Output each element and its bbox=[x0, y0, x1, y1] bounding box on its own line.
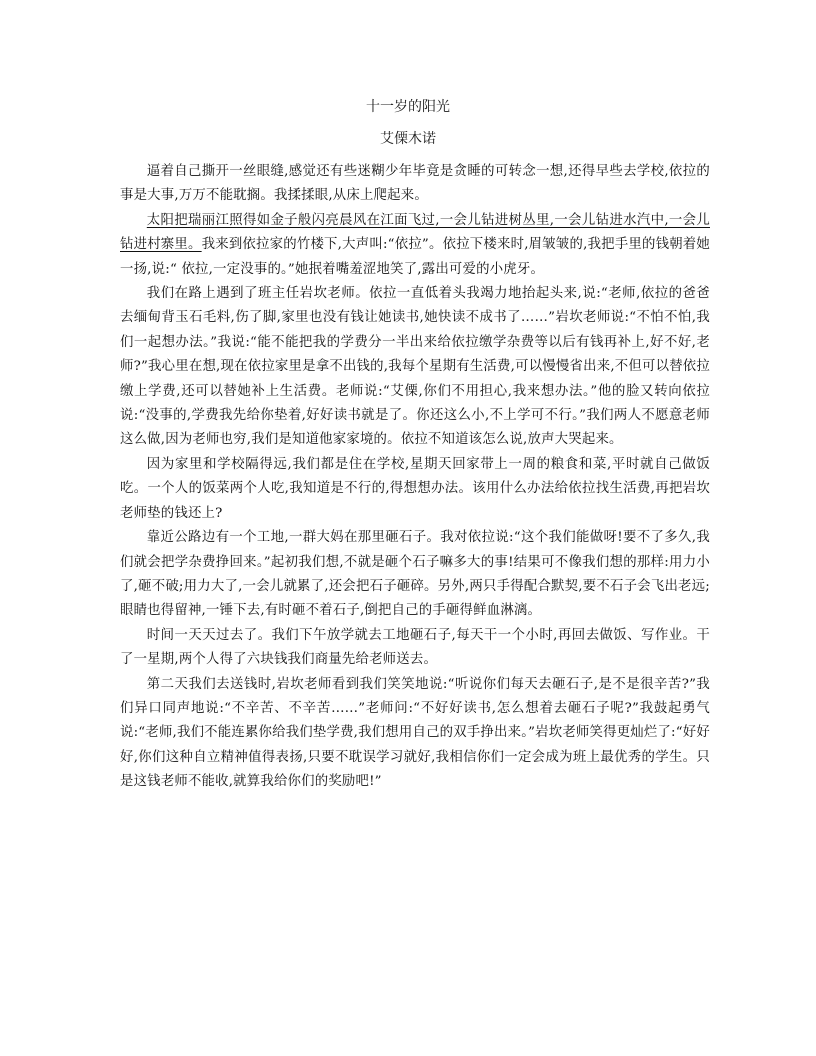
document-author: 艾傈木诺 bbox=[380, 131, 436, 147]
paragraph-7 bbox=[120, 673, 710, 795]
paragraph-3-text: 我们在路上遇到了班主任岩坎老师。依拉一直低着头我竭力地抬起头来,说:“老师,依拉的爸爸去缅甸背玉石毛料,伤了脚,家里也没有钱让她读书,她快读不成书了……”岩坎老师说:“不怕不怕,我们一起想办法。”我说:“能不能把我的学费分一半出来给依拉缴学杂费等以后有钱再补上,好不好,老师?”我心里在想,现在依拉家里是拿不出钱的,我每个星期有生活费,可以慢慢省出来,不但可以替依拉缴上学费,还可以替她补上生活费。老师说:“艾傈,你们不用担心,我来想办法。”他的脸又转向依拉说:“没事的,学费我先给你垫着,好好读书就是了。你还这么小,不上学可不行。”我们两人不愿意老师这么做,因为老师也穷,我们是知道他家家境的。依拉不知道该怎么说,放声大哭起来。 bbox=[120, 286, 710, 448]
paragraph-1-text: 逼着自己撕开一丝眼缝,感觉还有些迷糊少年毕竟是贪睡的可转念一想,还得早些去学校,依拉的事是大事,万万不能耽搁。我揉揉眼,从床上爬起来。 bbox=[120, 164, 710, 204]
paragraph-7-text: 第二天我们去送钱时,岩坎老师看到我们笑笑地说:“听说你们每天去砸石子,是不是很辛苦?”我们异口同声地说:“不辛苦、不辛苦……”老师问:“不好好读书,怎么想着去砸石子呢?”我鼓起勇气说:“老师,我们不能连累你给我们垫学费,我们想用自己的双手挣出来。”岩坎老师笑得更灿烂了:“好好好,你们这种自立精神值得表扬,只要不耽误学习就好,我相信你们一定会成为班上最优秀的学生。只是这钱老师不能收,就算我给你们的奖励吧!” bbox=[120, 676, 710, 790]
paragraph-2-text: 我来到依拉家的竹楼下,大声叫:“依拉”。依拉下楼来时,眉皱皱的,我把手里的钱朝着她一扬,说:“ 依拉,一定没事的。”她抿着嘴羞涩地笑了,露出可爱的小虎牙。 bbox=[120, 237, 710, 277]
paragraph-6-text: 时间一天天过去了。我们下午放学就去工地砸石子,每天干一个小时,再回去做饭、写作业。干了一星期,两个人得了六块钱我们商量先给老师送去。 bbox=[120, 627, 710, 668]
document-title: 十一岁的阳光 bbox=[366, 99, 450, 115]
paragraph-4 bbox=[120, 453, 710, 526]
document-body bbox=[120, 160, 710, 795]
paragraph-1 bbox=[120, 160, 710, 209]
paragraph-2-underlined-text: 太阳把瑞丽江照得如金子般闪亮晨风在江面飞过,一会儿钻进树丛里,一会儿钻进水汽中,一会儿钻进村寨里。 bbox=[120, 212, 710, 253]
paragraph-6 bbox=[120, 624, 710, 673]
paragraph-5-text: 靠近公路边有一个工地,一群大妈在那里砸石子。我对依拉说:“这个我们能做呀!要不了多久,我们就会把学杂费挣回来。”起初我们想,不就是砸个石子嘛多大的事!结果可不像我们想的那样:用力小了,砸不破;用力大了,一会儿就累了,还会把石子砸碎。另外,两只手得配合默契,要不石子会飞出老远;眼睛也得留神,一锤下去,有时砸不着石子,倒把自己的手砸得鲜血淋漓。 bbox=[120, 530, 710, 619]
paragraph-5 bbox=[120, 526, 710, 624]
paragraph-3 bbox=[120, 282, 710, 453]
paragraph-4-text: 因为家里和学校隔得远,我们都是住在学校,星期天回家带上一周的粮食和菜,平时就自己做饭吃。一个人的饭菜两个人吃,我知道是不行的,得想想办法。该用什么办法给依拉找生活费,再把岩坎老师垫的钱还上? bbox=[120, 456, 710, 521]
paragraph-2 bbox=[120, 209, 710, 282]
